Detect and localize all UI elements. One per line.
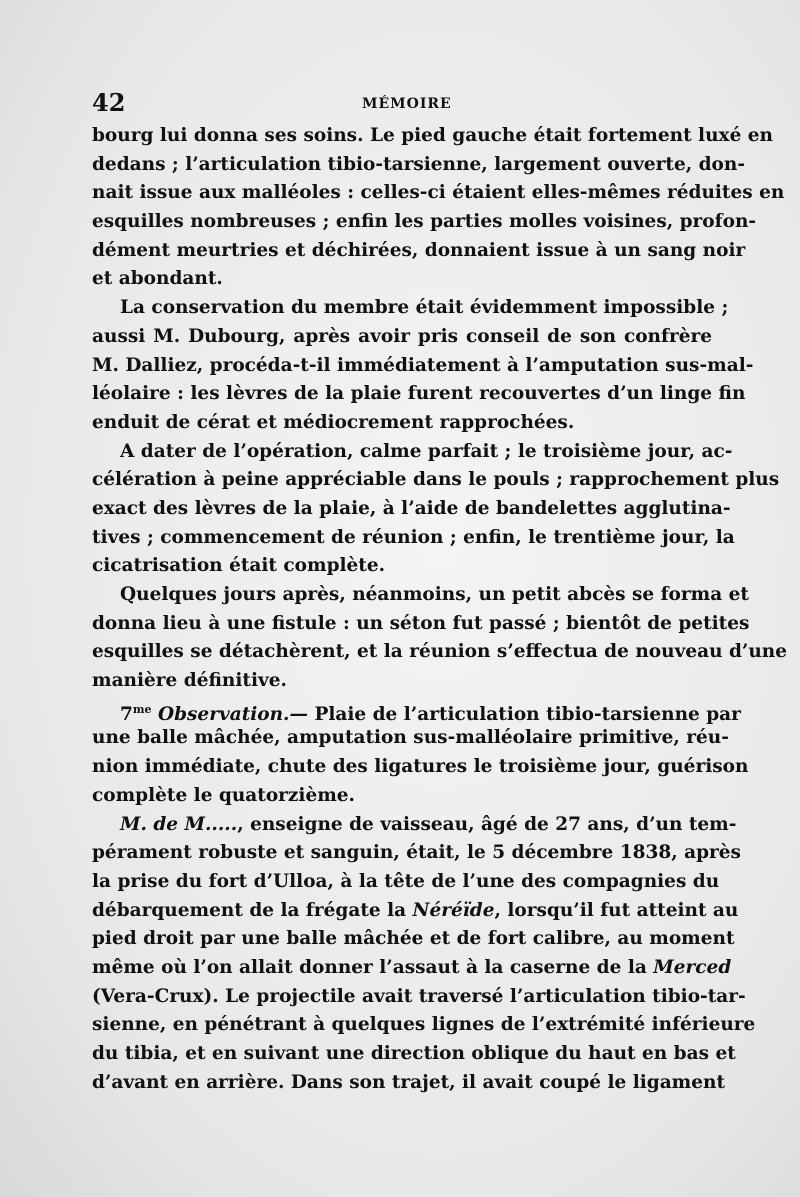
text-line: aussi M. Dubourg, après avoir pris conseil de son confrère xyxy=(92,325,712,347)
text-line: pied droit par une balle mâchée et de fort calibre, au moment xyxy=(92,928,735,950)
text-line: enduit de cérat et médiocrement rapprochées. xyxy=(92,411,575,433)
text-line: dément meurtries et déchirées, donnaient issue à un sang noir xyxy=(92,239,746,261)
ship-name: Néréïde xyxy=(412,899,495,921)
running-head: MÉMOIRE xyxy=(362,96,452,112)
text-line: manière définitive. xyxy=(92,670,287,692)
text-line: léolaire : les lèvres de la plaie furent recouvertes d’un linge fin xyxy=(92,383,746,405)
observation-number: 7 xyxy=(120,703,133,725)
text-line: tives ; commencement de réunion ; enfin, le trentième jour, la xyxy=(92,526,735,548)
text-line: La conservation du membre était évidemment impossible ; xyxy=(120,297,729,319)
text-line: du tibia, et en suivant une direction oblique du haut en bas et xyxy=(92,1043,736,1064)
body-text xyxy=(92,122,788,1097)
text-line: complète le quatorzième. xyxy=(92,784,356,806)
text-line: pérament robuste et sanguin, était, le 5 décembre 1838, après xyxy=(92,842,741,864)
text-line: bourg lui donna ses soins. Le pied gauche était fortement luxé en xyxy=(92,125,773,146)
text-line: M. Dalliez, procéda-t-il immédiatement à l’amputation sus-mal- xyxy=(92,354,754,376)
text-line: exact des lèvres de la plaie, à l’aide de bandelettes agglutina- xyxy=(92,497,731,519)
text-line: A dater de l’opération, calme parfait ; le troisième jour, ac- xyxy=(120,440,733,462)
observation-title-part: Plaie de l’articulation tibio-tarsienne par xyxy=(314,703,741,725)
observation-number-suffix: me xyxy=(132,702,152,716)
text-line: Quelques jours après, néanmoins, un petit abcès se forma et xyxy=(120,584,749,605)
text-line: nion immédiate, chute des ligatures le troisième jour, guérison xyxy=(92,756,749,778)
text-line: donna lieu à une fistule : un séton fut passé ; bientôt de petites xyxy=(92,612,750,634)
text-line: d’avant en arrière. Dans son trajet, il avait coupé le ligament xyxy=(92,1071,726,1093)
text-line: esquilles se détachèrent, et la réunion s’effectua de nouveau d’une xyxy=(92,641,788,663)
text-line: (Vera-Crux). Le projectile avait traversé l’articulation tibio-tar- xyxy=(92,985,746,1007)
page-number: 42 xyxy=(92,88,126,117)
text-line: dedans ; l’articulation tibio-tarsienne, largement ouverte, don- xyxy=(92,153,746,175)
text-fragment: , enseigne de vaisseau, âgé de 27 ans, d’un tem- xyxy=(237,813,737,835)
observation-label: Observation.— xyxy=(157,703,308,725)
text-fragment: même où l’on allait donner l’assaut à la caserne de la xyxy=(92,956,647,978)
text-fragment: , lorsqu’il fut atteint au xyxy=(494,899,739,921)
text-line xyxy=(92,897,739,926)
barracks-name: Merced xyxy=(653,956,732,978)
observation-heading-line xyxy=(92,696,741,725)
text-line: une balle mâchée, amputation sus-malléolaire primitive, réu- xyxy=(92,727,729,749)
text-line: la prise du fort d’Ulloa, à la tête de l’une des compagnies du xyxy=(92,870,720,892)
text-fragment: débarquement de la frégate la xyxy=(92,899,407,921)
text-line: célération à peine appréciable dans le pouls ; rapprochement plus xyxy=(92,469,780,491)
text-line: et abondant. xyxy=(92,268,223,290)
text-line: nait issue aux malléoles : celles-ci étaient elles-mêmes réduites en xyxy=(92,182,785,204)
text-line: sienne, en pénétrant à quelques lignes de l’extrémité inférieure xyxy=(92,1014,756,1036)
text-line xyxy=(92,811,737,840)
patient-name: M. de M..... xyxy=(120,813,238,835)
page-header xyxy=(92,88,712,118)
text-line xyxy=(92,954,732,983)
text-line: cicatrisation était complète. xyxy=(92,555,386,577)
text-line: esquilles nombreuses ; enfin les parties molles voisines, profon- xyxy=(92,211,757,233)
